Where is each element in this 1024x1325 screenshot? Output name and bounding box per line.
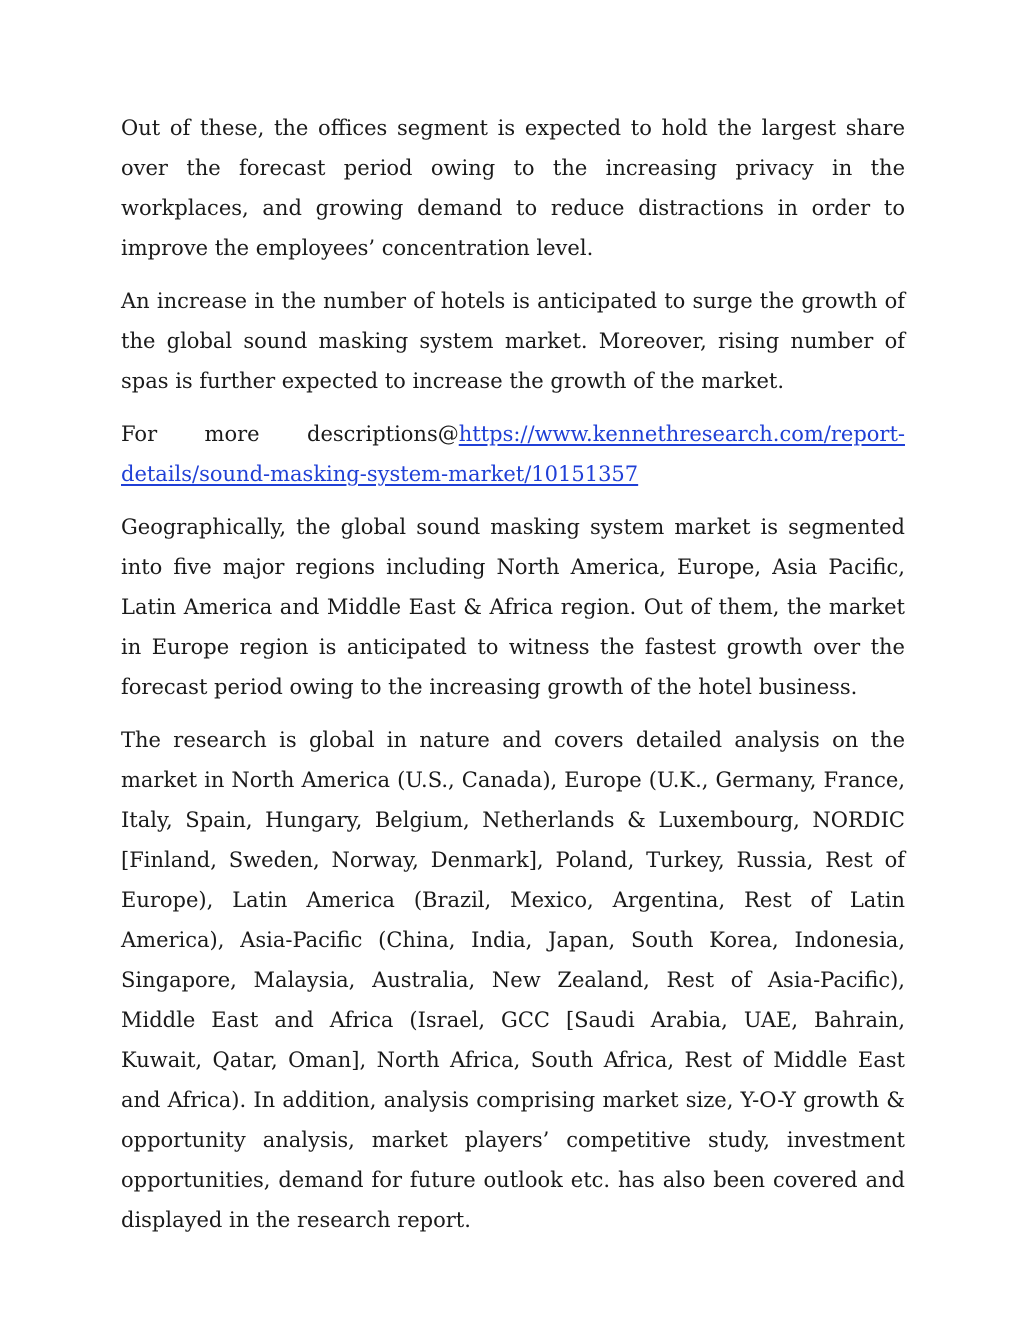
document-page: [121, 108, 905, 1253]
paragraph-geography: Geographically, the global sound masking system market is segmented into five major regions including North America, Europe, Asia Pacific, Latin America and Middle East & Africa region. Out of them, the market in Europe region is anticipated to witness the fastest growth over the forecast period owing to the increasing growth of the hotel business.: [121, 515, 905, 699]
paragraph-more-descriptions: [121, 414, 905, 494]
paragraph-hotels-growth: An increase in the number of hotels is anticipated to surge the growth of the global sound masking system market. Moreover, rising number of spas is further expected to increase the growth of the market.: [121, 289, 905, 393]
paragraph-research-scope: The research is global in nature and covers detailed analysis on the market in North America (U.S., Canada), Europe (U.K., Germany, France, Italy, Spain, Hungary, Belgium, Netherlands & Luxembourg, NORDIC [Finland, Sweden, Norway, Denmark], Poland, Turkey, Russia, Rest of Europe), Latin America (Brazil, Mexico, Argentina, Rest of Latin America), Asia-Pacific (China, India, Japan, South Korea, Indonesia, Singapore, Malaysia, Australia, New Zealand, Rest of Asia-Pacific), Middle East and Africa (Israel, GCC [Saudi Arabia, UAE, Bahrain, Kuwait, Qatar, Oman], North Africa, South Africa, Rest of Middle East and Africa). In addition, analysis comprising market size, Y-O-Y growth & opportunity analysis, market players’ competitive study, investment opportunities, demand for future outlook etc. has also been covered and displayed in the research report.: [121, 728, 905, 1232]
more-descriptions-prefix: For more descriptions@: [121, 422, 459, 446]
paragraph-offices-segment: Out of these, the offices segment is expected to hold the largest share over the forecast period owing to the increasing privacy in the workplaces, and growing demand to reduce distractions in order to improve the employees’ concentration level.: [121, 116, 905, 260]
report-link[interactable]: https://www.kennethresearch.com/report-details/sound-masking-system-market/10151357: [121, 422, 905, 486]
